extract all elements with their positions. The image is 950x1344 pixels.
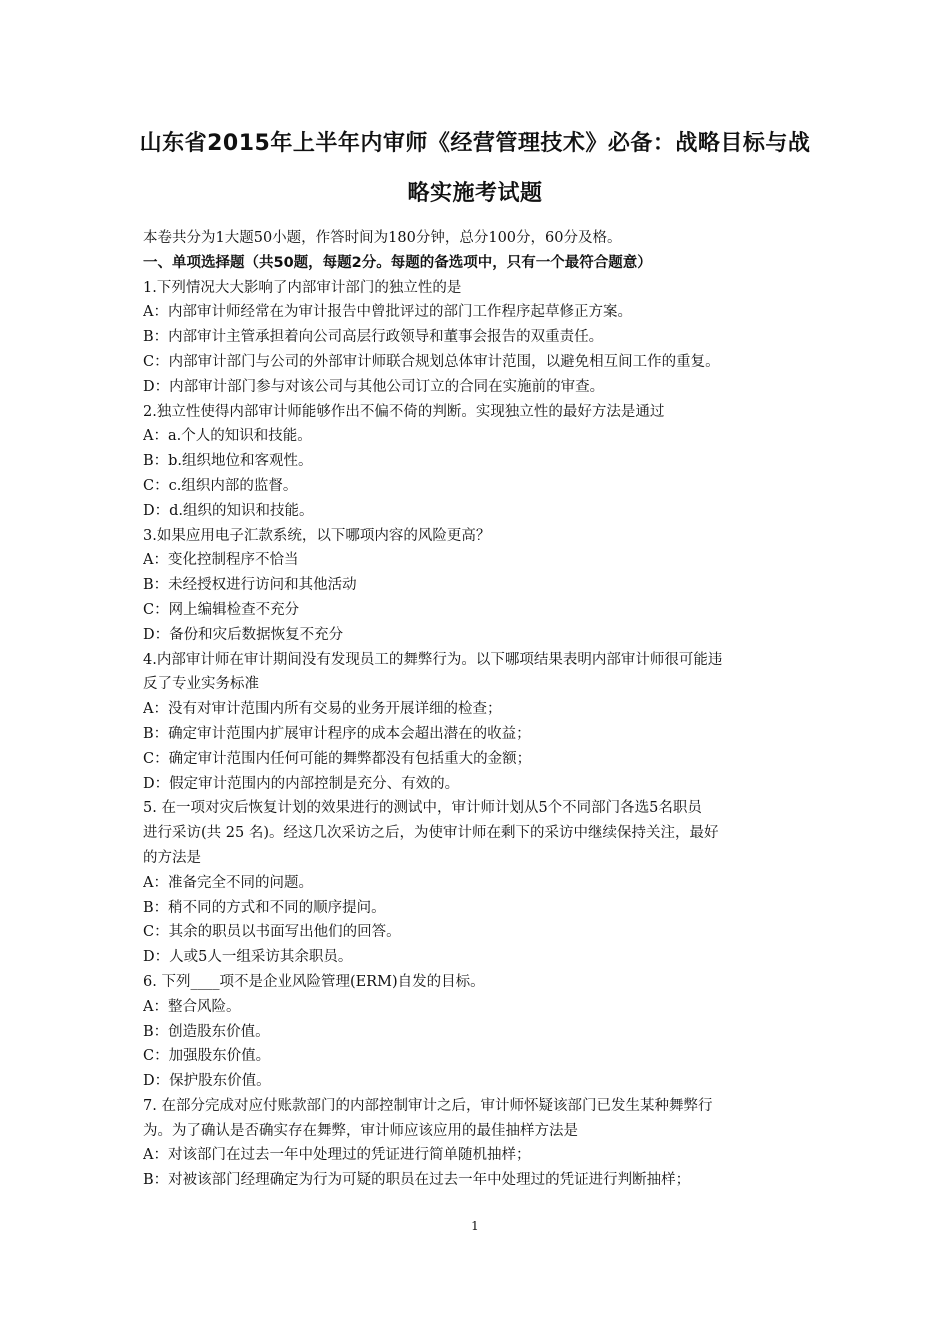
question-block [143,276,808,400]
question-stem: 进行采访(共 25 名)。经这几次采访之后，为使审计师在剩下的采访中继续保持关注，最好 [143,825,719,842]
answer-option: D：保护股东价值。 [143,1073,271,1090]
question-block [143,524,808,648]
answer-option: A：整合风险。 [143,998,241,1015]
question-block [143,648,808,797]
answer-option: A：变化控制程序不恰当 [143,552,299,569]
answer-option: B：创造股东价值。 [143,1023,270,1040]
answer-option: A：准备完全不同的问题。 [143,874,313,891]
answer-option: A：对该部门在过去一年中处理过的凭证进行简单随机抽样； [143,1147,531,1164]
question-stem: 7. 在部分完成对应付账款部门的内部控制审计之后，审计师怀疑该部门已发生某种舞弊行 [143,1097,713,1114]
exam-body [143,226,808,1193]
answer-option: B：确定审计范围内扩展审计程序的成本会超出潜在的收益； [143,725,531,742]
answer-option: B：b.组织地位和客观性。 [143,453,313,470]
question-block [143,970,808,1094]
answer-option: D：d.组织的知识和技能。 [143,502,314,519]
exam-intro: 本卷共分为1大题50小题，作答时间为180分钟，总分100分，60分及格。 [143,230,622,246]
question-stem: 反了专业实务标准 [143,676,259,693]
answer-option: B：对被该部门经理确定为行为可疑的职员在过去一年中处理过的凭证进行判断抽样； [143,1172,691,1189]
section-heading: 一、单项选择题（共50题，每题2分。每题的备选项中，只有一个最符合题意） [143,254,652,271]
answer-option: C：网上编辑检查不充分 [143,601,300,618]
question-block [143,796,808,970]
answer-option: A：没有对审计范围内所有交易的业务开展详细的检查； [143,701,502,718]
answer-option: D：内部审计部门参与对该公司与其他公司订立的合同在实施前的审查。 [143,378,605,395]
answer-option: C：其余的职员以书面写出他们的回答。 [143,924,401,941]
answer-option: A：内部审计师经常在为审计报告中曾批评过的部门工作程序起草修正方案。 [143,304,632,321]
question-stem: 为。为了确认是否确实存在舞弊，审计师应该应用的最佳抽样方法是 [143,1122,578,1139]
question-stem: 5. 在一项对灾后恢复计划的效果进行的测试中，审计师计划从5个不同部门各选5名职员 [143,800,702,817]
page-title-line-2: 略实施考试题 [407,181,543,206]
question-stem: 2.独立性使得内部审计师能够作出不偏不倚的判断。实现独立性的最好方法是通过 [143,403,665,420]
answer-option: D：备份和灾后数据恢复不充分 [143,626,344,643]
answer-option: D：人或5人一组采访其余职员。 [143,949,353,966]
answer-option: C：c.组织内部的监督。 [143,477,298,494]
question-stem: 4.内部审计师在审计期间没有发现员工的舞弊行为。以下哪项结果表明内部审计师很可能违 [143,651,723,668]
question-block [143,400,808,524]
page-title-line-1: 山东省2015年上半年内审师《经营管理技术》必备：战略目标与战 [139,131,811,156]
question-stem: 3.如果应用电子汇款系统，以下哪项内容的风险更高？ [143,527,491,544]
answer-option: B：稍不同的方式和不同的顺序提问。 [143,899,386,916]
question-stem: 1.下列情况大大影响了内部审计部门的独立性的是 [143,279,462,296]
answer-option: D：假定审计范围内的内部控制是充分、有效的。 [143,775,460,792]
question-block [143,1094,808,1193]
question-stem: 的方法是 [143,849,201,866]
answer-option: B：内部审计主管承担着向公司高层行政领导和董事会报告的双重责任。 [143,329,604,346]
answer-option: C：加强股东价值。 [143,1048,271,1065]
answer-option: C：内部审计部门与公司的外部审计师联合规划总体审计范围，以避免相互间工作的重复。 [143,353,720,370]
answer-option: A：a.个人的知识和技能。 [143,428,312,445]
answer-option: B：未经授权进行访问和其他活动 [143,577,357,594]
page-number: 1 [471,1219,479,1233]
answer-option: C：确定审计范围内任何可能的舞弊都没有包括重大的金额； [143,750,532,767]
question-list [143,276,808,1193]
question-stem: 6. 下列____项不是企业风险管理(ERM)自发的目标。 [143,973,485,990]
